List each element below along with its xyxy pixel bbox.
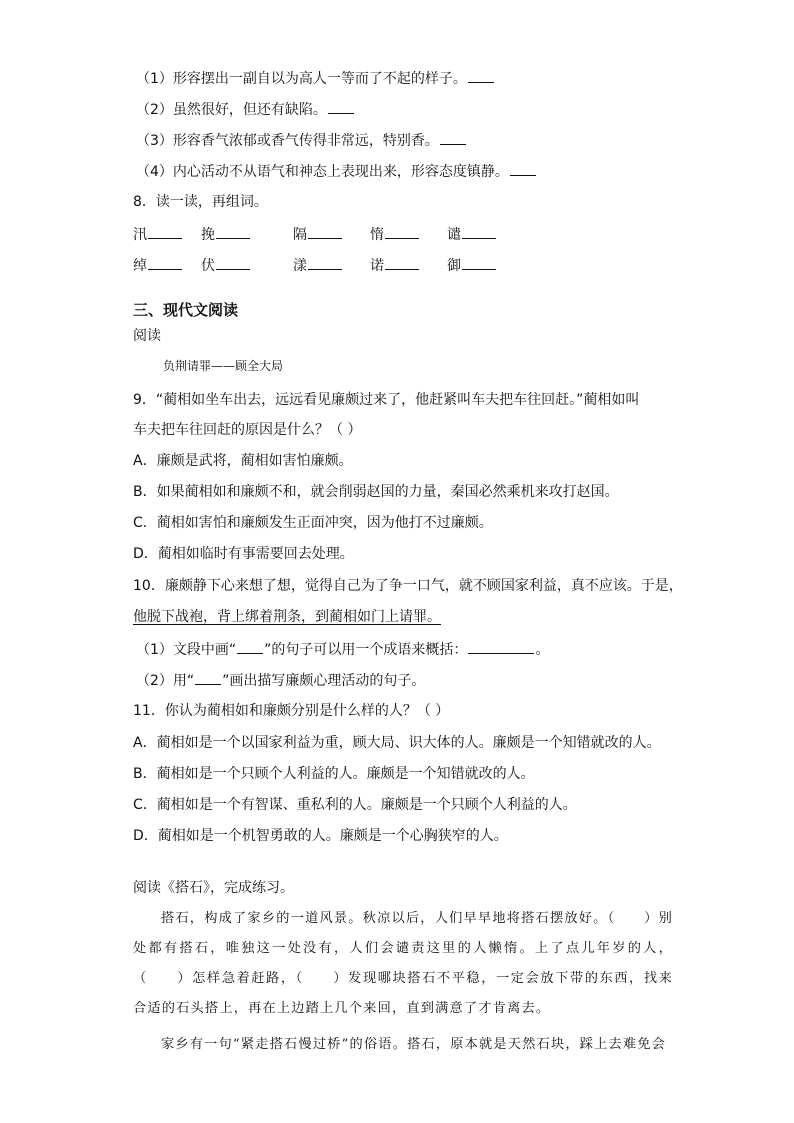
q8-row-2: [133, 255, 673, 275]
answer-blank[interactable]: [385, 224, 419, 239]
q9-stem-line-1: 9．“蔺相如坐车出去，远远看见廉颇过来了，他赶紧叫车夫把车往回赶。”蔺相如叫: [133, 392, 640, 408]
q9-option-b[interactable]: B．如果蔺相如和廉颇不和，就会削弱赵国的力量，秦国必然乘机来攻打赵国。: [133, 484, 619, 500]
passage-paragraph-2: 家乡有一句“紧走搭石慢过桥”的俗语。搭石，原本就是天然石块，踩上去难免会: [161, 1037, 667, 1052]
q10-sub-2-a: （2）用“: [136, 673, 195, 689]
q7-item-1: [136, 68, 495, 89]
q7-item-4-text: （4）内心活动不从语气和神态上表现出来，形容态度镇静。: [136, 164, 509, 180]
q8-cell: [447, 255, 497, 276]
q8-row-1: [133, 224, 673, 244]
q8-cell: [370, 255, 420, 276]
q9-stem-line-2: 车夫把车往回赶的原因是什么？（ ）: [133, 422, 362, 438]
q11-option-a[interactable]: A．蔺相如是一个以国家利益为重，顾大局、识大体的人。廉颇是一个知错就改的人。: [133, 735, 661, 751]
q8-char: 漾: [293, 258, 307, 274]
q7-item-1-text: （1）形容摆出一副自以为高人一等而了不起的样子。: [136, 71, 467, 87]
answer-blank[interactable]: [308, 255, 342, 270]
answer-blank[interactable]: [148, 224, 182, 239]
passage-paragraph-1: 搭石，构成了家乡的一道风景。秋凉以后，人们早早地将搭石摆放好。（ ）别处都有搭石，唯独这一处没有，人们会谴责这里的人懒惰。上了点儿年岁的人，（ ）怎样急着赶路，（ ）发现哪块搭石不平稳，一定会放下带的东西，找来合适的石头搭上，再在上边踏上几个来回，直到满意了才肯离去。: [133, 911, 673, 1016]
answer-blank[interactable]: [216, 224, 250, 239]
q11-option-d[interactable]: D．蔺相如是一个机智勇敢的人。廉颇是一个心胸狭窄的人。: [133, 828, 508, 844]
q8-cell: [370, 224, 420, 245]
q8-cell: [201, 224, 251, 245]
answer-blank[interactable]: [468, 68, 494, 83]
answer-blank[interactable]: [216, 255, 250, 270]
q8-title: 8．读一读，再组词。: [133, 194, 268, 210]
q10-sub-1-b: ”的句子可以用一个成语来概括：: [264, 642, 468, 658]
q7-item-4: [136, 161, 537, 182]
q8-cell: [293, 255, 343, 276]
q10-sub-2: [136, 670, 425, 691]
q8-char: 汛: [133, 227, 147, 243]
q7-item-2: [136, 99, 355, 120]
q8-cell: [133, 224, 183, 245]
underline-sample: [237, 639, 263, 654]
reading-intro: 阅读《搭石》，完成练习。: [133, 880, 294, 896]
answer-blank[interactable]: [462, 224, 496, 239]
q11-option-c[interactable]: C．蔺相如是一个有智谋、重私利的人。廉颇是一个只顾个人利益的人。: [133, 797, 577, 813]
q7-item-3: [136, 130, 467, 151]
answer-blank[interactable]: [148, 255, 182, 270]
answer-blank[interactable]: [510, 161, 536, 176]
read-label: 阅读: [133, 328, 161, 344]
q8-char: 诺: [370, 258, 384, 274]
q10-line-1: 10．廉颇静下心来想了想，觉得自己为了争一口气，就不顾国家利益，真不应该。于是，: [133, 578, 683, 594]
q9-option-a[interactable]: A．廉颇是武将，蔺相如害怕廉颇。: [133, 453, 353, 469]
passage: [133, 904, 673, 1060]
q8-char: 御: [447, 258, 461, 274]
q8-char: 挽: [201, 227, 215, 243]
q10-sub-1-c: 。: [535, 642, 550, 658]
answer-blank[interactable]: [468, 639, 534, 654]
section-heading: 三、现代文阅读: [133, 301, 239, 319]
q8-cell: [293, 224, 343, 245]
answer-blank[interactable]: [440, 130, 466, 145]
q8-char: 伏: [201, 258, 215, 274]
q8-cell: [447, 224, 497, 245]
q10-sub-1-a: （1）文段中画“: [136, 642, 237, 658]
q9-option-c[interactable]: C．蔺相如害怕和廉颇发生正面冲突，因为他打不过廉颇。: [133, 515, 493, 531]
answer-blank[interactable]: [462, 255, 496, 270]
answer-blank[interactable]: [385, 255, 419, 270]
q9-option-d[interactable]: D．蔺相如临时有事需要回去处理。: [133, 546, 354, 562]
passage-title: 负荆请罪——顾全大局: [163, 359, 284, 373]
q10-sub-2-b: ”画出描写廉颇心理活动的句子。: [222, 673, 426, 689]
q8-char: 惰: [370, 227, 384, 243]
q8-char: 绰: [133, 258, 147, 274]
answer-blank[interactable]: [328, 99, 354, 114]
q11-stem: 11．你认为蔺相如和廉颇分别是什么样的人？（ ）: [133, 703, 450, 719]
q8-cell: [133, 255, 183, 276]
q11-option-b[interactable]: B．蔺相如是一个只顾个人利益的人。廉颇是一个知错就改的人。: [133, 766, 535, 782]
q8-char: 谴: [447, 227, 461, 243]
q8-char: 隔: [293, 227, 307, 243]
answer-blank[interactable]: [308, 224, 342, 239]
q7-item-2-text: （2）虽然很好，但还有缺陷。: [136, 102, 327, 118]
q8-cell: [201, 255, 251, 276]
q10-sub-1: [136, 639, 549, 660]
q10-line-2: 他脱下战袍，背上绑着荆条，到蔺相如门上请罪。: [133, 609, 441, 625]
q7-item-3-text: （3）形容香气浓郁或香气传得非常远，特别香。: [136, 133, 439, 149]
underline-sample: [195, 670, 221, 685]
